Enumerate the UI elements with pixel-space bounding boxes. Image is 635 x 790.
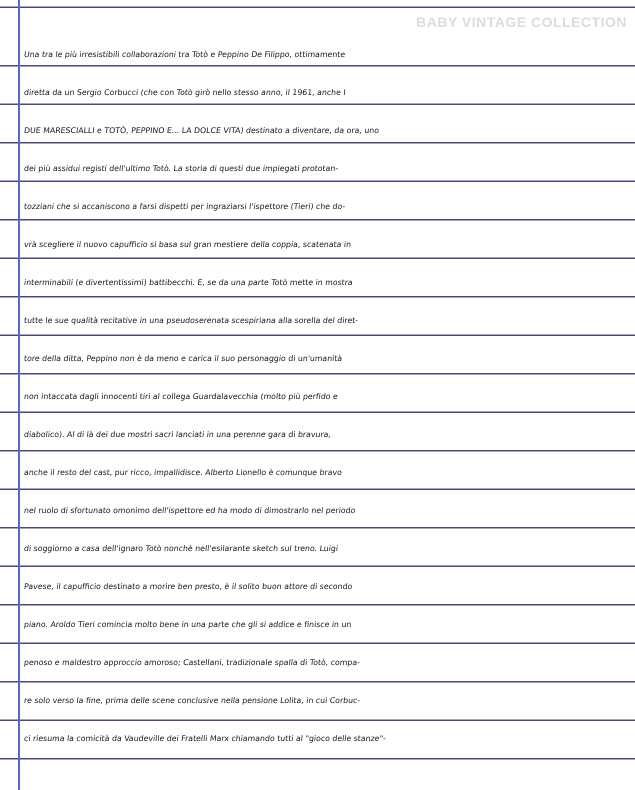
text-line: Pavese, il capufficio destinato a morire ben presto, è il solito buon attore di secondo bbox=[23, 582, 353, 591]
margin-line bbox=[18, 0, 20, 790]
text-line: di soggiorno a casa dell'ignaro Totò nonchè nell'esilarante sketch sul treno. Luigi bbox=[23, 544, 339, 553]
handwritten-text-block bbox=[22, 36, 629, 758]
text-line: diabolico). Al di là dei due mostri sacri lanciati in una perenne gara di bravura, bbox=[23, 430, 332, 439]
text-line: tozziani che si accaniscono a farsi dispetti per ingraziarsi l'ispettore (Tieri) che do- bbox=[23, 202, 346, 211]
text-line: nel ruolo di sfortunato omonimo dell'ispettore ed ha modo di dimostrarlo nel periodo bbox=[23, 506, 356, 515]
text-line: penoso e maldestro approccio amoroso; Castellani, tradizionale spalla di Totò, compa- bbox=[23, 658, 361, 667]
text-line: re solo verso la fine, prima delle scene conclusive nella pensione Lolita, in cui Corbuc- bbox=[23, 696, 361, 705]
text-line: anche il resto del cast, pur ricco, impallidisce. Alberto Lionello è comunque bravo bbox=[23, 468, 343, 477]
text-line: diretta da un Sergio Corbucci (che con Totò girò nello stesso anno, il 1961, anche I bbox=[23, 88, 347, 97]
text-line: ci riesuma la comicità da Vaudeville dei Fratelli Marx chiamando tutti al "gioco delle stanze"- bbox=[23, 734, 387, 743]
text-line: piano. Aroldo Tieri comincia molto bene in una parte che gli si addice e finisce in un bbox=[23, 620, 352, 629]
text-line: Una tra le più irresistibili collaborazioni tra Totò e Peppino De Filippo, ottimamente bbox=[23, 50, 346, 59]
text-line: dei più assidui registi dell'ultimo Totò. La storia di questi due impiegati prototan- bbox=[23, 164, 339, 173]
watermark: BABY VINTAGE COLLECTION bbox=[416, 14, 627, 30]
text-line: tutte le sue qualità recitative in una pseudoserenata scespiriana alla sorella del diret- bbox=[23, 316, 359, 325]
text-line: DUE MARESCIALLI e TOTÒ, PEPPINO E... LA DOLCE VITA) destinato a diventare, da ora, uno bbox=[23, 126, 380, 135]
text-line: tore della ditta, Peppino non è da meno e carica il suo personaggio di un'umanità bbox=[23, 354, 343, 363]
text-line: vrà scegliere il nuovo capufficio si basa sul gran mestiere della coppia, scatenata in bbox=[23, 240, 352, 249]
text-line: interminabili (e divertentissimi) battibecchi. E, se da una parte Totò mette in mostra bbox=[23, 278, 354, 287]
text-line: non intaccata dagli innocenti tiri al collega Guardalavecchia (molto più perfido e bbox=[23, 392, 339, 401]
